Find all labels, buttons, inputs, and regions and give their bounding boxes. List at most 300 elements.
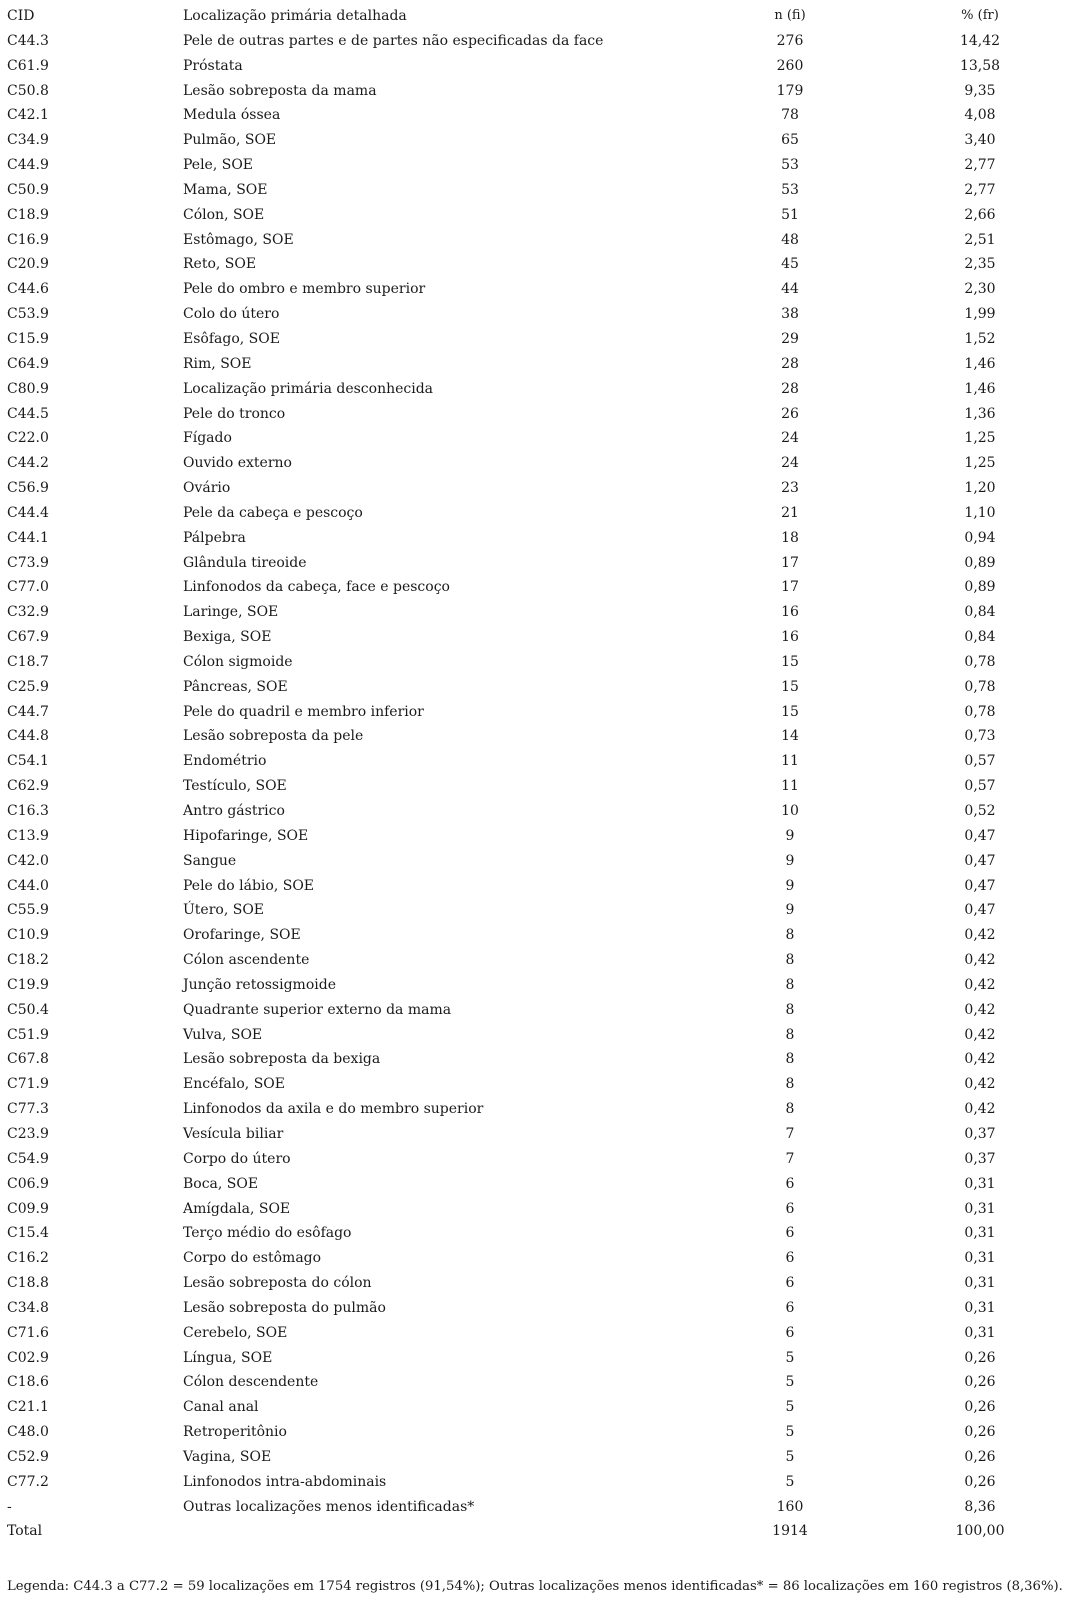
table-body (0, 29, 1069, 1520)
row-n: 8 (785, 1051, 795, 1068)
row-location: Hipofaringe, SOE (183, 827, 309, 844)
row-location: Ovário (183, 480, 231, 497)
table-row (0, 402, 1069, 427)
row-cid: C20.9 (7, 256, 49, 273)
row-location: Orofaringe, SOE (183, 927, 301, 944)
row-cid: C18.7 (7, 653, 49, 670)
table-row (0, 228, 1069, 253)
row-cid: C56.9 (7, 480, 49, 497)
table-row (0, 749, 1069, 774)
row-n: 44 (781, 281, 799, 298)
row-location: Pele do tronco (183, 405, 286, 422)
row-pct: 0,42 (964, 1076, 996, 1093)
row-location: Pele do ombro e membro superior (183, 281, 426, 298)
row-pct: 0,42 (964, 952, 996, 969)
row-n: 11 (781, 753, 799, 770)
total-label: Total (7, 1523, 43, 1540)
row-n: 51 (781, 206, 799, 223)
row-pct: 0,73 (964, 728, 996, 745)
row-cid: C18.8 (7, 1275, 49, 1292)
row-n: 48 (781, 231, 799, 248)
header-cid: CID (7, 8, 35, 24)
row-pct: 2,77 (964, 181, 996, 198)
table-row (0, 675, 1069, 700)
table-row (0, 277, 1069, 302)
row-n: 260 (776, 57, 804, 74)
row-cid: C50.9 (7, 181, 49, 198)
row-cid: C44.0 (7, 877, 49, 894)
table-row (0, 724, 1069, 749)
table-row (0, 451, 1069, 476)
row-location: Pâncreas, SOE (183, 678, 288, 695)
row-cid: C61.9 (7, 57, 49, 74)
table-row (0, 1197, 1069, 1222)
row-location: Pulmão, SOE (183, 132, 277, 149)
total-n: 1914 (772, 1523, 808, 1540)
row-location: Encéfalo, SOE (183, 1076, 285, 1093)
row-pct: 0,47 (964, 877, 996, 894)
row-cid: C44.3 (7, 32, 49, 49)
table-row (0, 1370, 1069, 1395)
row-location: Mama, SOE (183, 181, 268, 198)
row-cid: C55.9 (7, 902, 49, 919)
row-cid: C16.9 (7, 231, 49, 248)
row-pct: 1,10 (964, 504, 996, 521)
row-n: 5 (785, 1399, 795, 1416)
row-pct: 2,51 (964, 231, 996, 248)
row-cid: C44.4 (7, 504, 49, 521)
row-n: 28 (781, 355, 799, 372)
table-row (0, 1495, 1069, 1520)
row-pct: 0,52 (964, 803, 996, 819)
row-location: Pele do quadril e membro inferior (183, 703, 424, 720)
row-location: Pele do lábio, SOE (183, 877, 315, 894)
table-row (0, 79, 1069, 104)
row-cid: - (7, 1498, 12, 1515)
row-cid: C44.6 (7, 281, 49, 298)
table-row (0, 178, 1069, 203)
table-row (0, 1346, 1069, 1371)
total-row (0, 1519, 1069, 1544)
row-cid: C62.9 (7, 778, 49, 795)
table-row (0, 252, 1069, 277)
table-row (0, 1097, 1069, 1122)
row-pct: 0,31 (964, 1299, 996, 1316)
table-row (0, 1147, 1069, 1172)
row-pct: 1,20 (964, 480, 996, 497)
row-location: Lesão sobreposta do cólon (183, 1275, 372, 1292)
table-row (0, 526, 1069, 551)
table-row (0, 153, 1069, 178)
table-row (0, 625, 1069, 650)
row-cid: C10.9 (7, 927, 49, 944)
row-cid: C53.9 (7, 306, 49, 323)
row-cid: C64.9 (7, 355, 49, 372)
table-row (0, 1445, 1069, 1470)
row-pct: 14,42 (959, 32, 1001, 49)
row-pct: 1,46 (964, 380, 996, 397)
row-n: 15 (781, 653, 799, 670)
row-pct: 0,89 (964, 579, 996, 596)
row-location: Colo do útero (183, 306, 280, 323)
row-cid: C42.0 (7, 852, 49, 869)
row-location: Corpo do estômago (183, 1250, 322, 1267)
row-n: 6 (785, 1200, 795, 1217)
row-n: 6 (785, 1324, 795, 1341)
row-n: 5 (785, 1424, 795, 1441)
row-pct: 0,47 (964, 827, 996, 844)
row-cid: C44.7 (7, 703, 49, 720)
table-row (0, 998, 1069, 1023)
row-n: 8 (785, 952, 795, 969)
row-cid: C54.9 (7, 1150, 49, 1167)
row-pct: 0,31 (964, 1275, 996, 1292)
row-n: 26 (781, 405, 799, 422)
row-cid: C16.2 (7, 1250, 49, 1267)
row-cid: C13.9 (7, 827, 49, 844)
row-n: 9 (785, 827, 795, 844)
row-location: Quadrante superior externo da mama (183, 1001, 452, 1018)
row-n: 28 (781, 380, 799, 397)
row-pct: 0,57 (964, 753, 996, 770)
row-pct: 0,84 (964, 629, 996, 646)
row-n: 17 (781, 579, 799, 596)
row-cid: C16.3 (7, 803, 49, 819)
table-row (0, 948, 1069, 973)
row-n: 21 (781, 504, 799, 521)
row-n: 45 (781, 256, 799, 273)
row-cid: C67.9 (7, 629, 49, 646)
row-location: Terço médio do esôfago (183, 1225, 352, 1242)
row-location: Reto, SOE (183, 256, 257, 273)
row-cid: C18.6 (7, 1374, 49, 1391)
table-row (0, 1023, 1069, 1048)
row-pct: 0,42 (964, 1001, 996, 1018)
row-n: 16 (781, 629, 799, 646)
table-row (0, 1296, 1069, 1321)
row-n: 9 (785, 877, 795, 894)
row-n: 160 (776, 1498, 804, 1515)
row-cid: C71.6 (7, 1324, 49, 1341)
table-row (0, 1221, 1069, 1246)
row-n: 5 (785, 1448, 795, 1465)
table-row (0, 1047, 1069, 1072)
row-n: 16 (781, 604, 799, 621)
row-n: 5 (785, 1374, 795, 1391)
header-pct: % (fr) (961, 8, 999, 23)
table-row (0, 1122, 1069, 1147)
row-location: Língua, SOE (183, 1349, 273, 1366)
row-cid: C77.0 (7, 579, 49, 596)
row-cid: C44.8 (7, 728, 49, 745)
row-cid: C15.9 (7, 330, 49, 347)
row-pct: 1,46 (964, 355, 996, 372)
row-location: Ouvido externo (183, 455, 292, 472)
row-location: Junção retossigmoide (183, 976, 336, 993)
row-pct: 0,84 (964, 604, 996, 621)
row-cid: C18.2 (7, 952, 49, 969)
row-n: 15 (781, 678, 799, 695)
row-pct: 3,40 (964, 132, 996, 149)
row-location: Testículo, SOE (183, 778, 287, 795)
row-n: 8 (785, 1001, 795, 1018)
row-n: 14 (781, 728, 799, 745)
table-row (0, 302, 1069, 327)
row-location: Outras localizações menos identificadas* (183, 1498, 475, 1515)
row-cid: C73.9 (7, 554, 49, 571)
row-pct: 0,89 (964, 554, 996, 571)
row-pct: 0,31 (964, 1324, 996, 1341)
table-row (0, 1395, 1069, 1420)
row-n: 7 (785, 1150, 795, 1167)
table-row (0, 874, 1069, 899)
row-n: 6 (785, 1225, 795, 1242)
table-row (0, 377, 1069, 402)
table-row (0, 426, 1069, 451)
table-row (0, 824, 1069, 849)
row-n: 24 (781, 430, 799, 447)
row-n: 23 (781, 480, 799, 497)
row-pct: 0,26 (964, 1473, 996, 1490)
row-pct: 1,25 (964, 455, 996, 472)
row-location: Glândula tireoide (183, 554, 307, 571)
row-cid: C06.9 (7, 1175, 49, 1192)
row-cid: C09.9 (7, 1200, 49, 1217)
table-row (0, 103, 1069, 128)
row-pct: 0,78 (964, 703, 996, 720)
row-location: Linfonodos da cabeça, face e pescoço (183, 579, 450, 596)
row-cid: C44.1 (7, 529, 49, 546)
localization-table (0, 4, 1069, 1544)
row-pct: 0,94 (964, 529, 996, 546)
row-n: 9 (785, 902, 795, 919)
row-n: 10 (781, 803, 799, 819)
row-location: Lesão sobreposta da mama (183, 82, 377, 99)
row-location: Endométrio (183, 753, 267, 770)
row-n: 8 (785, 1101, 795, 1118)
row-cid: C34.8 (7, 1299, 49, 1316)
row-n: 8 (785, 976, 795, 993)
table-row (0, 799, 1069, 824)
row-pct: 4,08 (964, 107, 996, 124)
row-cid: C80.9 (7, 380, 49, 397)
row-cid: C02.9 (7, 1349, 49, 1366)
row-location: Pele da cabeça e pescoço (183, 504, 363, 521)
table-row (0, 1470, 1069, 1495)
table-row (0, 1172, 1069, 1197)
table-row (0, 327, 1069, 352)
row-pct: 1,99 (964, 306, 996, 323)
row-pct: 0,42 (964, 1051, 996, 1068)
table-row (0, 1271, 1069, 1296)
row-n: 8 (785, 1026, 795, 1043)
row-location: Antro gástrico (183, 803, 285, 819)
row-pct: 1,25 (964, 430, 996, 447)
table-row (0, 29, 1069, 54)
row-pct: 0,37 (964, 1125, 996, 1142)
row-pct: 0,47 (964, 852, 996, 869)
row-n: 7 (785, 1125, 795, 1142)
row-n: 6 (785, 1250, 795, 1267)
table-row (0, 203, 1069, 228)
row-pct: 0,78 (964, 678, 996, 695)
row-n: 29 (781, 330, 799, 347)
row-n: 6 (785, 1175, 795, 1192)
row-location: Esôfago, SOE (183, 330, 280, 347)
table-row (0, 128, 1069, 153)
row-n: 78 (781, 107, 799, 124)
row-location: Lesão sobreposta da bexiga (183, 1051, 381, 1068)
row-n: 17 (781, 554, 799, 571)
row-n: 5 (785, 1349, 795, 1366)
row-location: Lesão sobreposta do pulmão (183, 1299, 386, 1316)
row-cid: C51.9 (7, 1026, 49, 1043)
row-location: Linfonodos da axila e do membro superior (183, 1101, 484, 1118)
row-location: Bexiga, SOE (183, 629, 272, 646)
table-row (0, 700, 1069, 725)
row-location: Útero, SOE (183, 902, 265, 919)
header-n: n (fi) (774, 8, 806, 23)
table-row (0, 650, 1069, 675)
row-n: 18 (781, 529, 799, 546)
row-n: 65 (781, 132, 799, 149)
row-location: Boca, SOE (183, 1175, 259, 1192)
row-n: 276 (776, 32, 804, 49)
table-row (0, 476, 1069, 501)
row-n: 8 (785, 1076, 795, 1093)
row-location: Corpo do útero (183, 1150, 291, 1167)
row-location: Lesão sobreposta da pele (183, 728, 364, 745)
row-location: Sangue (183, 852, 237, 869)
row-pct: 2,77 (964, 157, 996, 174)
row-pct: 2,66 (964, 206, 996, 223)
table-row (0, 774, 1069, 799)
row-cid: C21.1 (7, 1399, 49, 1416)
row-location: Cerebelo, SOE (183, 1324, 288, 1341)
row-pct: 1,52 (964, 330, 996, 347)
row-location: Pálpebra (183, 529, 246, 546)
row-cid: C67.8 (7, 1051, 49, 1068)
row-n: 11 (781, 778, 799, 795)
header-location: Localização primária detalhada (183, 8, 407, 24)
row-pct: 0,31 (964, 1175, 996, 1192)
row-cid: C50.8 (7, 82, 49, 99)
row-cid: C22.0 (7, 430, 49, 447)
row-n: 53 (781, 181, 799, 198)
row-cid: C44.5 (7, 405, 49, 422)
row-location: Estômago, SOE (183, 231, 294, 248)
row-location: Pele, SOE (183, 157, 254, 174)
row-location: Linfonodos intra-abdominais (183, 1473, 387, 1490)
table-row (0, 898, 1069, 923)
row-pct: 0,31 (964, 1225, 996, 1242)
row-pct: 0,42 (964, 1026, 996, 1043)
table-row (0, 501, 1069, 526)
row-n: 53 (781, 157, 799, 174)
row-pct: 9,35 (964, 82, 996, 99)
row-location: Vulva, SOE (183, 1026, 263, 1043)
row-pct: 0,78 (964, 653, 996, 670)
row-location: Próstata (183, 57, 243, 74)
row-cid: C32.9 (7, 604, 49, 621)
row-cid: C52.9 (7, 1448, 49, 1465)
table-row (0, 352, 1069, 377)
row-pct: 2,30 (964, 281, 996, 298)
row-n: 15 (781, 703, 799, 720)
row-cid: C34.9 (7, 132, 49, 149)
row-location: Rim, SOE (183, 355, 252, 372)
row-n: 6 (785, 1299, 795, 1316)
row-cid: C44.2 (7, 455, 49, 472)
table-row (0, 849, 1069, 874)
row-location: Fígado (183, 430, 232, 447)
table-row (0, 551, 1069, 576)
table-row (0, 575, 1069, 600)
row-pct: 0,42 (964, 1101, 996, 1118)
row-pct: 13,58 (959, 57, 1001, 74)
row-location: Canal anal (183, 1399, 259, 1416)
row-cid: C44.9 (7, 157, 49, 174)
row-pct: 0,26 (964, 1424, 996, 1441)
row-pct: 0,26 (964, 1374, 996, 1391)
row-cid: C18.9 (7, 206, 49, 223)
row-pct: 0,42 (964, 927, 996, 944)
row-pct: 2,35 (964, 256, 996, 273)
row-pct: 8,36 (964, 1498, 996, 1515)
row-pct: 0,26 (964, 1399, 996, 1416)
row-location: Pele de outras partes e de partes não especificadas da face (183, 32, 604, 49)
row-location: Medula óssea (183, 107, 281, 124)
row-n: 8 (785, 927, 795, 944)
row-pct: 0,31 (964, 1250, 996, 1267)
row-cid: C23.9 (7, 1125, 49, 1142)
row-location: Localização primária desconhecida (183, 380, 434, 397)
row-cid: C50.4 (7, 1001, 49, 1018)
table-row (0, 600, 1069, 625)
table-legend: Legenda: C44.3 a C77.2 = 59 localizações em 1754 registros (91,54%); Outras localizações menos identificadas* = 86 localizações em 160 registros (8,36%). (7, 1579, 1063, 1594)
row-location: Amígdala, SOE (183, 1200, 291, 1217)
row-location: Vagina, SOE (183, 1448, 272, 1465)
table-row (0, 54, 1069, 79)
table-row (0, 1420, 1069, 1445)
row-pct: 0,26 (964, 1448, 996, 1465)
row-cid: C71.9 (7, 1076, 49, 1093)
row-location: Cólon, SOE (183, 206, 265, 223)
row-n: 6 (785, 1275, 795, 1292)
table-row (0, 923, 1069, 948)
row-cid: C54.1 (7, 753, 49, 770)
row-pct: 0,37 (964, 1150, 996, 1167)
table-row (0, 1072, 1069, 1097)
row-location: Retroperitônio (183, 1424, 287, 1441)
table-header (0, 4, 1069, 29)
row-location: Cólon ascendente (183, 952, 310, 969)
table-row (0, 1321, 1069, 1346)
row-location: Vesícula biliar (183, 1125, 284, 1142)
row-n: 38 (781, 306, 799, 323)
row-cid: C48.0 (7, 1424, 49, 1441)
row-cid: C77.3 (7, 1101, 49, 1118)
row-location: Cólon sigmoide (183, 653, 293, 670)
total-pct: 100,00 (955, 1523, 1005, 1540)
row-pct: 0,31 (964, 1200, 996, 1217)
row-cid: C42.1 (7, 107, 49, 124)
row-pct: 0,42 (964, 976, 996, 993)
row-n: 24 (781, 455, 799, 472)
row-cid: C15.4 (7, 1225, 49, 1242)
row-location: Laringe, SOE (183, 604, 279, 621)
row-cid: C77.2 (7, 1473, 49, 1490)
